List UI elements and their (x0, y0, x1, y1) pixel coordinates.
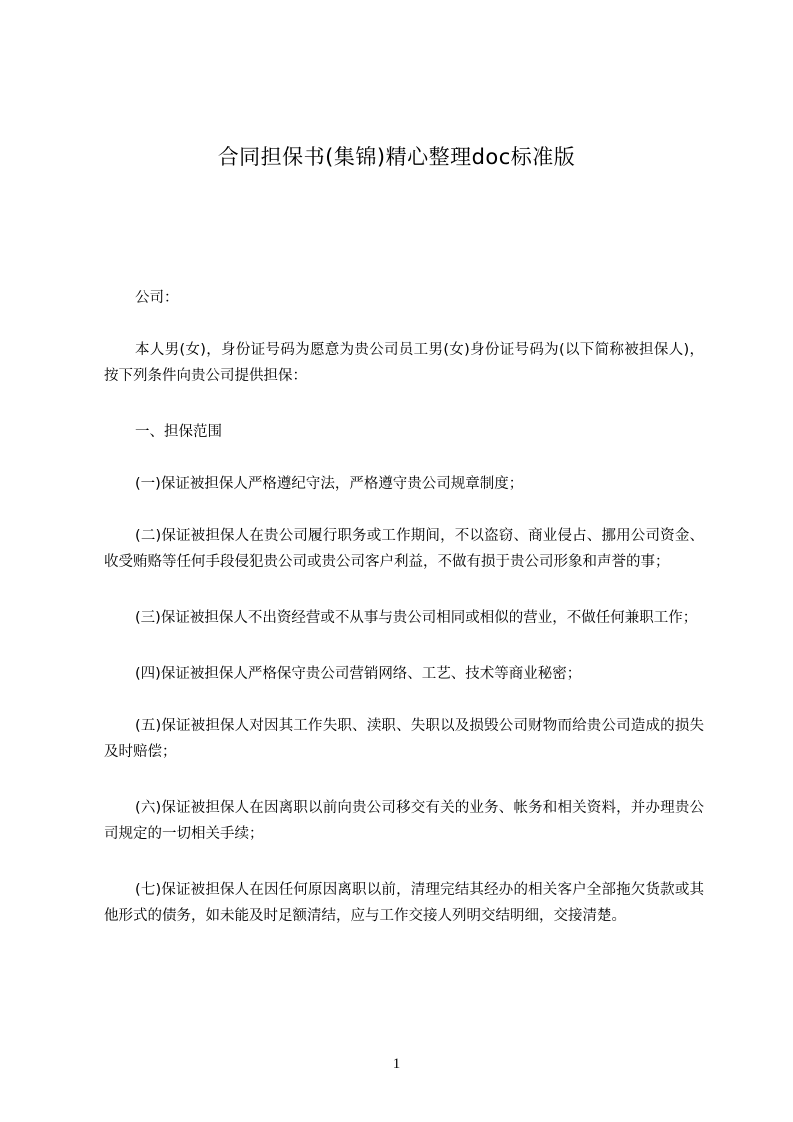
salutation: 公司： (135, 290, 179, 306)
clause-3: (三)保证被担保人不出资经营或不从事与贵公司相同或相似的营业，不做任何兼职工作； (135, 610, 698, 626)
clause-4: (四)保证被担保人严格保守贵公司营销网络、工艺、技术等商业秘密； (135, 666, 582, 682)
document-title: 合同担保书(集锦)精心整理doc标准版 (217, 145, 576, 169)
paragraph-intro: 本人男(女)，身份证号码为愿意为贵公司员工男(女)身份证号码为(以下简称被担保人)，按下列条件向贵公司提供担保： (104, 342, 704, 384)
clause-5: (五)保证被担保人对因其工作失职、渎职、失职以及损毁公司财物而给贵公司造成的损失及时赔偿； (104, 718, 704, 760)
section-heading-scope: 一、担保范围 (135, 424, 222, 440)
page-number: 1 (392, 1056, 401, 1072)
document-body (104, 285, 704, 959)
clause-2: (二)保证被担保人在贵公司履行职务或工作期间，不以盗窃、商业侵占、挪用公司资金、收受贿赂等任何手段侵犯贵公司或贵公司客户利益，不做有损于贵公司形象和声誉的事； (104, 528, 704, 570)
clause-6: (六)保证被担保人在因离职以前向贵公司移交有关的业务、帐务和相关资料，并办理贵公司规定的一切相关手续； (104, 800, 704, 842)
clause-1: (一)保证被担保人严格遵纪守法，严格遵守贵公司规章制度； (135, 476, 524, 492)
clause-7: (七)保证被担保人在因任何原因离职以前，清理完结其经办的相关客户全部拖欠货款或其他形式的债务，如未能及时足额清结，应与工作交接人列明交结明细，交接清楚。 (104, 882, 704, 924)
